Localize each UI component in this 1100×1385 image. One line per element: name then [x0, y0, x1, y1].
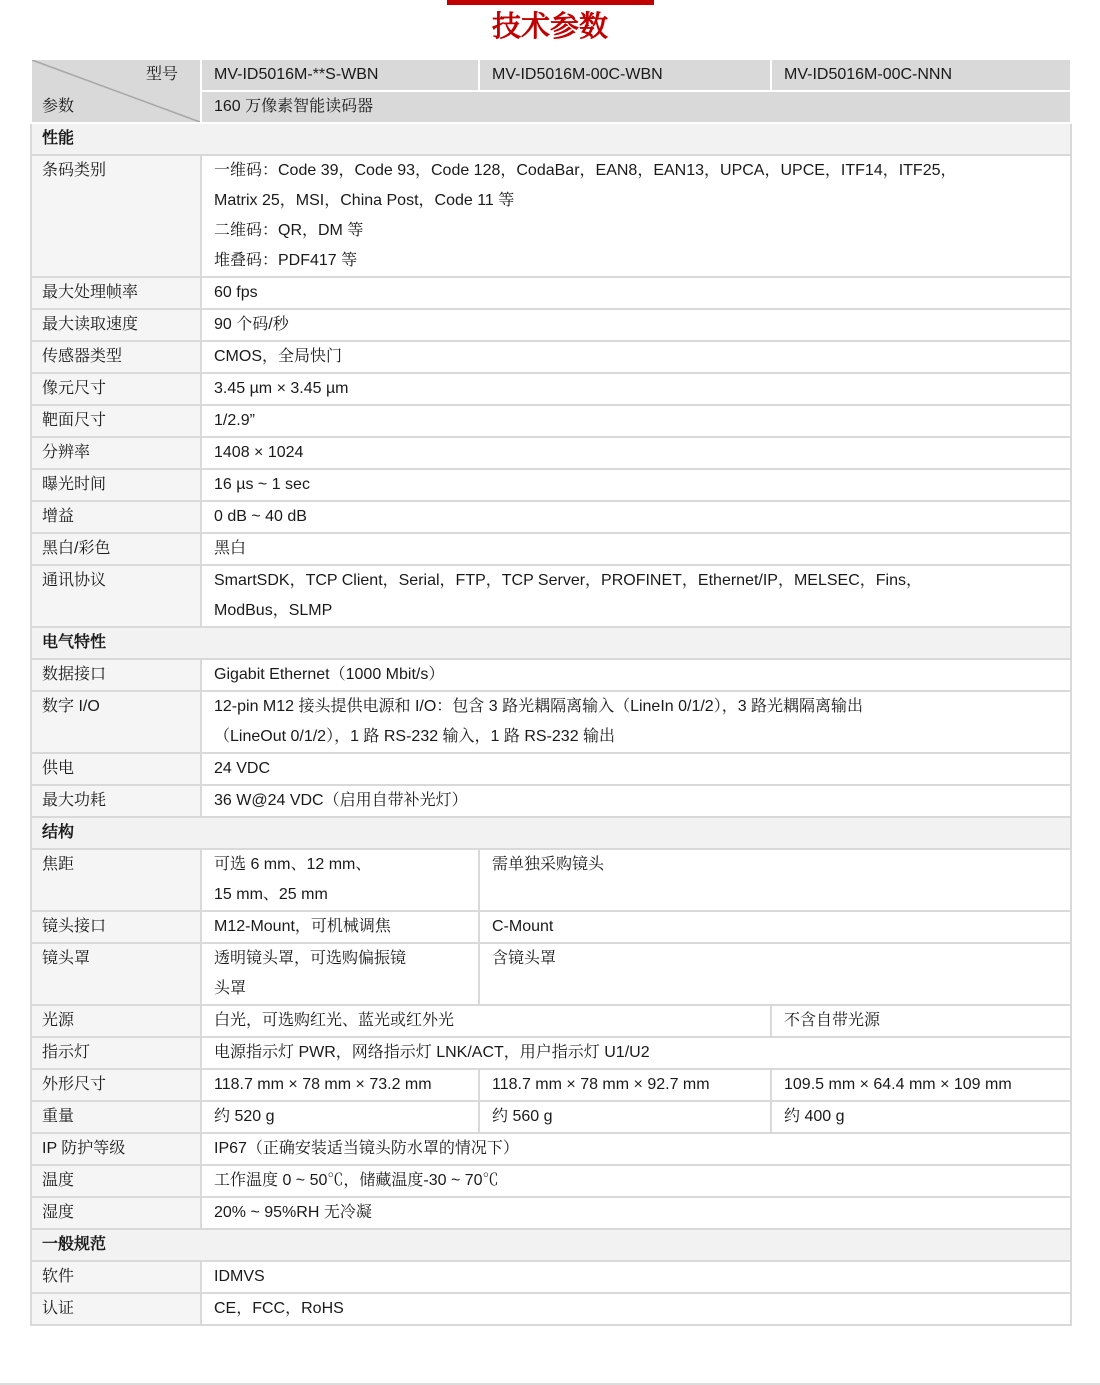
- spec-row: [31, 533, 1071, 565]
- row-value: 1408 × 1024: [201, 437, 1071, 469]
- row-value: 约 560 g: [479, 1101, 771, 1133]
- row-label: 湿度: [31, 1197, 201, 1229]
- row-value: 工作温度 0 ~ 50℃，储藏温度-30 ~ 70℃: [201, 1165, 1071, 1197]
- row-label: 指示灯: [31, 1037, 201, 1069]
- row-label: 黑白/彩色: [31, 533, 201, 565]
- spec-row: [31, 1005, 1071, 1037]
- spec-row: [31, 1197, 1071, 1229]
- row-label: 焦距: [31, 849, 201, 911]
- row-label: 分辨率: [31, 437, 201, 469]
- row-label: 外形尺寸: [31, 1069, 201, 1101]
- spec-row: [31, 1261, 1071, 1293]
- spec-row: [31, 565, 1071, 627]
- row-value: 12-pin M12 接头提供电源和 I/O：包含 3 路光耦隔离输入（LineIn 0/1/2），3 路光耦隔离输出 （LineOut 0/1/2），1 路 RS-232 输入，1 路 RS-232 输出: [201, 691, 1071, 753]
- spec-row: [31, 1101, 1071, 1133]
- row-label: 最大处理帧率: [31, 277, 201, 309]
- spec-row: [31, 659, 1071, 691]
- spec-row: [31, 309, 1071, 341]
- spec-row: [31, 405, 1071, 437]
- title-rule: [447, 0, 654, 5]
- row-value: 0 dB ~ 40 dB: [201, 501, 1071, 533]
- corner-label-model: 型号: [145, 66, 178, 83]
- spec-row: [31, 1037, 1071, 1069]
- row-value: 24 VDC: [201, 753, 1071, 785]
- row-value: 约 400 g: [771, 1101, 1071, 1133]
- row-value: 需单独采购镜头: [479, 849, 1071, 911]
- row-value: 黑白: [201, 533, 1071, 565]
- spec-row: [31, 691, 1071, 753]
- spec-row: [31, 437, 1071, 469]
- spec-row: [31, 1293, 1071, 1325]
- row-value: 16 µs ~ 1 sec: [201, 469, 1071, 501]
- product-subtitle: 160 万像素智能读码器: [201, 91, 1071, 123]
- row-label: 软件: [31, 1261, 201, 1293]
- row-label: 靶面尺寸: [31, 405, 201, 437]
- row-label: 镜头罩: [31, 943, 201, 1005]
- spec-row: [31, 1133, 1071, 1165]
- section-title: 一般规范: [31, 1229, 1071, 1261]
- row-value: 90 个码/秒: [201, 309, 1071, 341]
- row-label: 认证: [31, 1293, 201, 1325]
- row-value: 透明镜头罩，可选购偏振镜 头罩: [201, 943, 479, 1005]
- row-value: 约 520 g: [201, 1101, 479, 1133]
- section-header-row: [31, 123, 1071, 155]
- spec-row: [31, 849, 1071, 911]
- row-label: 重量: [31, 1101, 201, 1133]
- row-label: 最大读取速度: [31, 309, 201, 341]
- section-title: 电气特性: [31, 627, 1071, 659]
- spec-table: [30, 58, 1072, 1326]
- page-title: 技术参数: [491, 11, 608, 43]
- row-label: 供电: [31, 753, 201, 785]
- spec-row: [31, 501, 1071, 533]
- row-value: CE，FCC，RoHS: [201, 1293, 1071, 1325]
- row-value: 1/2.9”: [201, 405, 1071, 437]
- spec-row: [31, 911, 1071, 943]
- section-header-row: [31, 1229, 1071, 1261]
- row-value: 一维码：Code 39，Code 93，Code 128，CodaBar，EAN8，EAN13，UPCA，UPCE，ITF14，ITF25， Matrix 25，MSI，China Post，Code 11 等 二维码：QR，DM 等 堆叠码：PDF417 等: [201, 155, 1071, 277]
- row-value: M12-Mount，可机械调焦: [201, 911, 479, 943]
- row-label: 条码类别: [31, 155, 201, 277]
- model-name-2: MV-ID5016M-00C-WBN: [479, 59, 771, 91]
- row-value: 118.7 mm × 78 mm × 92.7 mm: [479, 1069, 771, 1101]
- header-corner-cell: [31, 59, 201, 123]
- row-value: C-Mount: [479, 911, 1071, 943]
- header-row-models: [31, 59, 1071, 91]
- section-title: 性能: [31, 123, 1071, 155]
- spec-row: [31, 1069, 1071, 1101]
- row-value: 电源指示灯 PWR，网络指示灯 LNK/ACT，用户指示灯 U1/U2: [201, 1037, 1071, 1069]
- spec-row: [31, 277, 1071, 309]
- row-value: IP67（正确安装适当镜头防水罩的情况下）: [201, 1133, 1071, 1165]
- spec-row: [31, 373, 1071, 405]
- row-value: 含镜头罩: [479, 943, 1071, 1005]
- row-label: 镜头接口: [31, 911, 201, 943]
- corner-label-parameter: 参数: [42, 98, 75, 115]
- row-value: 3.45 µm × 3.45 µm: [201, 373, 1071, 405]
- row-label: 曝光时间: [31, 469, 201, 501]
- model-name-3: MV-ID5016M-00C-NNN: [771, 59, 1071, 91]
- spec-row: [31, 155, 1071, 277]
- row-value: 白光，可选购红光、蓝光或红外光: [201, 1005, 771, 1037]
- row-value: 不含自带光源: [771, 1005, 1071, 1037]
- row-label: 像元尺寸: [31, 373, 201, 405]
- row-label: 增益: [31, 501, 201, 533]
- row-value: CMOS，全局快门: [201, 341, 1071, 373]
- row-label: 最大功耗: [31, 785, 201, 817]
- row-label: 通讯协议: [31, 565, 201, 627]
- spec-row: [31, 469, 1071, 501]
- spec-table-body: [31, 59, 1071, 1325]
- row-label: 传感器类型: [31, 341, 201, 373]
- section-header-row: [31, 817, 1071, 849]
- row-value: 36 W@24 VDC（启用自带补光灯）: [201, 785, 1071, 817]
- spec-row: [31, 1165, 1071, 1197]
- row-label: 温度: [31, 1165, 201, 1197]
- row-value: 109.5 mm × 64.4 mm × 109 mm: [771, 1069, 1071, 1101]
- spec-row: [31, 753, 1071, 785]
- row-label: 光源: [31, 1005, 201, 1037]
- row-label: 数字 I/O: [31, 691, 201, 753]
- row-value: 118.7 mm × 78 mm × 73.2 mm: [201, 1069, 479, 1101]
- spec-row: [31, 341, 1071, 373]
- row-label: 数据接口: [31, 659, 201, 691]
- row-value: 60 fps: [201, 277, 1071, 309]
- section-title: 结构: [31, 817, 1071, 849]
- row-value: Gigabit Ethernet（1000 Mbit/s）: [201, 659, 1071, 691]
- model-name-1: MV-ID5016M-**S-WBN: [201, 59, 479, 91]
- spec-row: [31, 943, 1071, 1005]
- row-value: SmartSDK，TCP Client，Serial，FTP，TCP Server，PROFINET，Ethernet/IP，MELSEC，Fins， ModBus，SLMP: [201, 565, 1071, 627]
- spec-row: [31, 785, 1071, 817]
- row-value: IDMVS: [201, 1261, 1071, 1293]
- row-label: IP 防护等级: [31, 1133, 201, 1165]
- row-value: 可选 6 mm、12 mm、 15 mm、25 mm: [201, 849, 479, 911]
- section-header-row: [31, 627, 1071, 659]
- row-value: 20% ~ 95%RH 无冷凝: [201, 1197, 1071, 1229]
